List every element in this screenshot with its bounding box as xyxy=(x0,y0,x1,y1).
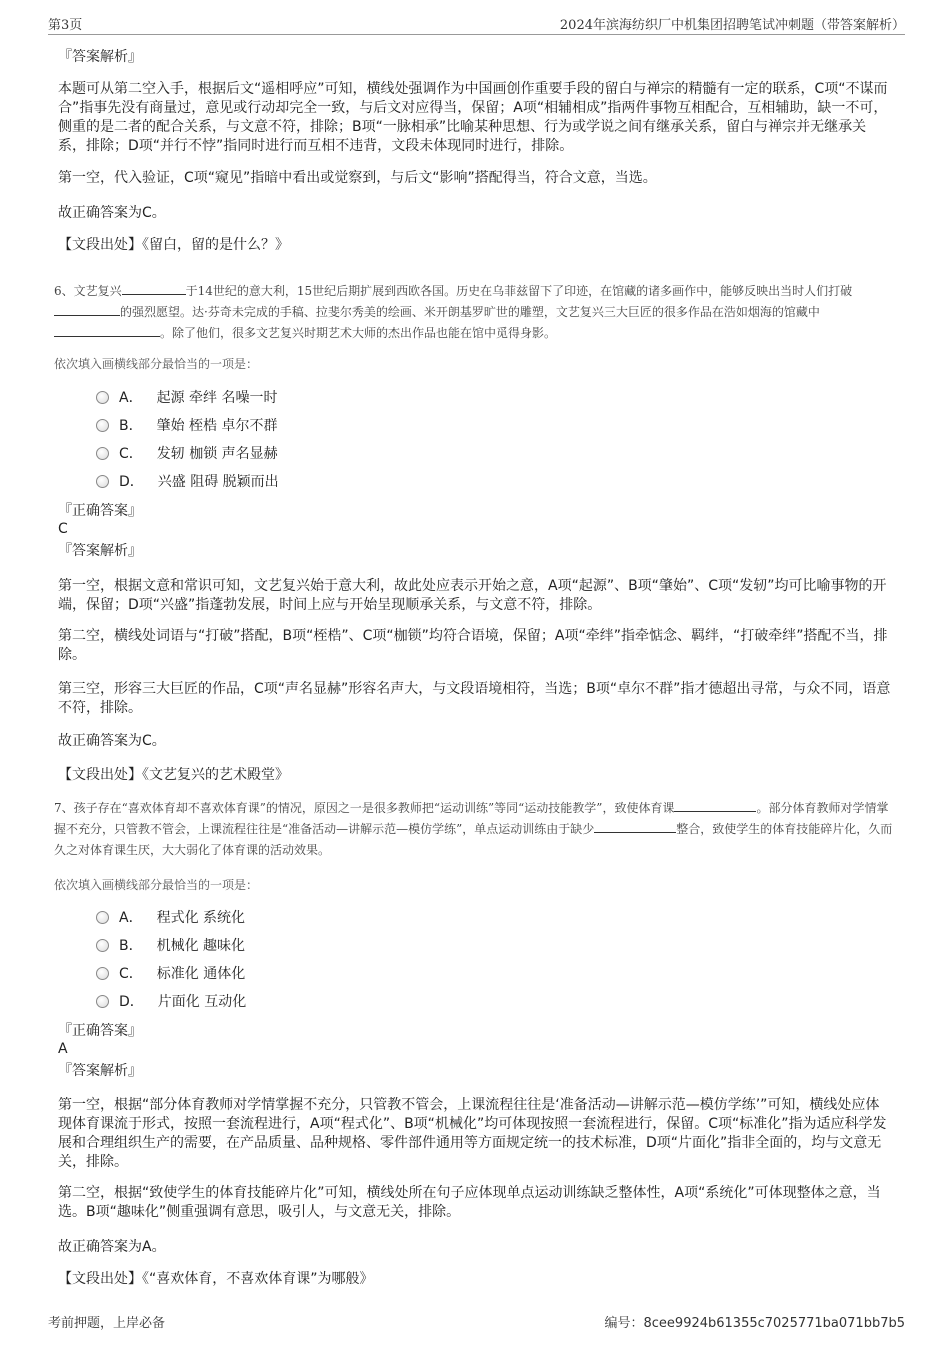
answer-conclusion: 故正确答案为A。 xyxy=(58,1239,166,1255)
answer-conclusion: 故正确答案为C。 xyxy=(58,733,166,749)
analysis-paragraph: 第三空，形容三大巨匠的作品，C项“声名显赫”形容名声大，与文段语境相符，当选；B项“卓尔不群”指才德超出寻常，与众不同，语意不符，排除。 xyxy=(58,681,891,716)
option-c[interactable]: C． 发轫 枷锁 声名显赫 xyxy=(96,444,278,464)
radio-icon[interactable] xyxy=(96,447,109,460)
analysis-paragraph: 第二空，根据“致使学生的体育技能碎片化”可知，横线处所在句子应体现单点运动训练缺乏整体性，A项“系统化”可体现整体之意，当选。B项“趣味化”侧重强调有意思，吸引人，与文意无关，排除。 xyxy=(58,1185,881,1220)
document-title: 2024年滨海纺织厂中机集团招聘笔试冲刺题（带答案解析） xyxy=(559,18,905,33)
analysis-heading: 『答案解析』 xyxy=(58,1063,142,1079)
footer-slogan: 考前押题，上岸必备 xyxy=(48,1316,166,1331)
radio-icon[interactable] xyxy=(96,911,109,924)
radio-icon[interactable] xyxy=(96,475,109,488)
option-d[interactable]: D． 片面化 互动化 xyxy=(96,992,246,1012)
analysis-paragraph: 本题可从第二空入手，根据后文“遥相呼应”可知，横线处强调作为中国画创作重要手段的留白与禅宗的精髓有一定的联系，C项“不谋而合”指事先没有商量过，意见或行动却完全一致，与后文对应得当，保留；A项“相辅相成”指两件事物互相配合，互相辅助，缺一不可，侧重的是二者的配合关系，与文意不符，排除；B项“一脉相承”比喻某种思想、行为或学说之间有继承关系，留白与禅宗并无继承关系，排除；D项“并行不悖”指同时进行而互相不违背，文段未体现同时进行，排除。 xyxy=(58,81,888,154)
option-d[interactable]: D． 兴盛 阻碍 脱颖而出 xyxy=(96,472,279,492)
analysis-heading: 『答案解析』 xyxy=(58,49,142,65)
question-prompt: 依次填入画横线部分最恰当的一项是： xyxy=(54,878,259,892)
analysis-paragraph: 第一空，根据“部分体育教师对学情掌握不充分，只管教不管会，上课流程往往是‘准备活动—讲解示范—模仿学练’”可知，横线处应体现体育课流于形式，按照一套流程进行，A项“程式化”、B项“机械化”均可体现按照一套流程进行，保留。C项“标准化”指为适应科学发展和合理组织生产的需要，在产品质量、品种规格、零件部件通用等方面规定统一的技术标准，D项“片面化”指非全面的，均与文意无关，排除。 xyxy=(58,1097,887,1170)
page-number: 第3页 xyxy=(48,18,83,33)
question-6-text: 6、文艺复兴 于14世纪的意大利，15世纪后期扩展到西欧各国。历史在乌菲兹留下了印迹，在馆藏的诸多画作中，能够反映出当时人们打破的强烈愿望。达·芬奇未完成的手稿、拉斐尔秀美的绘画、米开朗基罗旷世的雕塑，文艺复兴三大巨匠的很多作品在浩如烟海的馆藏中。除了他们，很多文艺复兴时期艺术大师的杰出作品也能在馆中觅得身影。 xyxy=(54,281,899,344)
fill-blank xyxy=(674,798,756,812)
radio-icon[interactable] xyxy=(96,419,109,432)
radio-icon[interactable] xyxy=(96,939,109,952)
option-a[interactable]: A． 程式化 系统化 xyxy=(96,908,245,928)
analysis-heading: 『答案解析』 xyxy=(58,543,142,559)
fill-blank xyxy=(54,323,160,337)
analysis-paragraph: 第二空，横线处词语与“打破”搭配，B项“桎梏”、C项“枷锁”均符合语境，保留；A项“牵绊”指牵惦念、羁绊，“打破牵绊”搭配不当，排除。 xyxy=(58,628,888,663)
question-7-text: 7、孩子存在“喜欢体育却不喜欢体育课”的情况，原因之一是很多教师把“运动训练”等同“运动技能教学”，致使体育课 。部分体育教师对学情掌握不充分，只管教不管会，上课流程往往是“准备活动—讲解示范—模仿学练”，单点运动训练由于缺少 整合，致使学生的体育技能碎片化，久而久之对体育课生厌，大大弱化了体育课的活动效果。 xyxy=(54,798,899,861)
correct-answer-heading: 『正确答案』 xyxy=(58,1023,142,1039)
option-a[interactable]: A． 起源 牵绊 名噪一时 xyxy=(96,388,277,408)
analysis-paragraph: 第一空，代入验证，C项“窥见”指暗中看出或觉察到，与后文“影响”搭配得当，符合文意，当选。 xyxy=(58,170,657,186)
correct-answer-heading: 『正确答案』 xyxy=(58,503,142,519)
analysis-paragraph: 第一空，根据文意和常识可知，文艺复兴始于意大利，故此处应表示开始之意，A项“起源”、B项“肇始”、C项“发轫”均可比喻事物的开端，保留；D项“兴盛”指蓬勃发展，时间上应与开始呈现顺承关系，与文意不符，排除。 xyxy=(58,578,887,613)
option-c[interactable]: C． 标准化 通体化 xyxy=(96,964,245,984)
correct-answer-value: A xyxy=(58,1041,68,1057)
fill-blank xyxy=(594,819,676,833)
question-prompt: 依次填入画横线部分最恰当的一项是： xyxy=(54,357,259,371)
radio-icon[interactable] xyxy=(96,967,109,980)
source-citation: 【文段出处】《留白，留的是什么？》 xyxy=(58,237,289,253)
document-code: 编号：8cee9924b61355c7025771ba071bb7b5 xyxy=(604,1316,905,1331)
option-b[interactable]: B． 肇始 桎梏 卓尔不群 xyxy=(96,416,278,436)
fill-blank xyxy=(54,302,120,316)
answer-conclusion: 故正确答案为C。 xyxy=(58,205,166,221)
radio-icon[interactable] xyxy=(96,391,109,404)
source-citation: 【文段出处】《“喜欢体育，不喜欢体育课”为哪般》 xyxy=(58,1271,374,1287)
source-citation: 【文段出处】《文艺复兴的艺术殿堂》 xyxy=(58,767,289,783)
option-b[interactable]: B． 机械化 趣味化 xyxy=(96,936,245,956)
fill-blank xyxy=(122,281,186,295)
page-header xyxy=(48,12,905,35)
correct-answer-value: C xyxy=(58,521,68,537)
radio-icon[interactable] xyxy=(96,995,109,1008)
